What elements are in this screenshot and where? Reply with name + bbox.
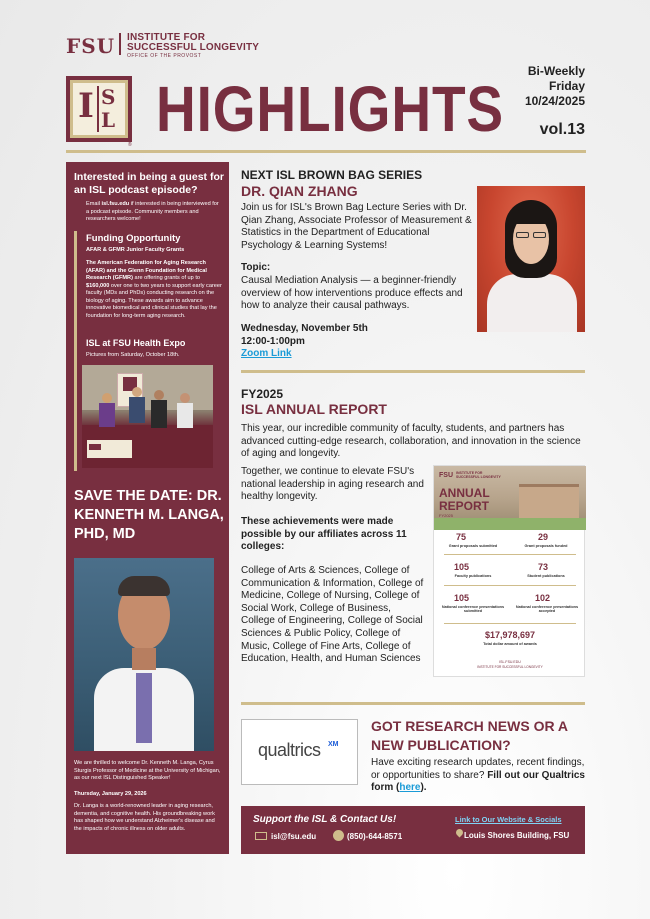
cover-report: REPORT <box>439 499 490 513</box>
brown-bag-time: 12:00-1:00pm <box>241 336 305 347</box>
stat-value: 102 <box>535 593 551 603</box>
isl-logo-i: I <box>78 86 94 126</box>
funding-text: The American Federation for Aging Research (AFAR) and the Glenn Foundation for Medical Research (GFMR) are offering grants of up to $160,000 over one to two years to support early career faculty (MDs and PhDs) conducting research on the biology of aging. These awards aim to advance innovative biomedical and clinical studies that lay the foundation for long-term aging research. <box>86 260 222 319</box>
stat-value: 73 <box>538 562 549 572</box>
footer-phone[interactable]: (850)-644-8571 <box>347 832 403 841</box>
podcast-text: Email isl.fsu.edu if interested in being interviewed for a podcast episode. Community members and researchers welcome! <box>86 201 219 223</box>
newsletter-title: HIGHLIGHTS <box>156 73 505 145</box>
total-awards-value: $17,978,697 <box>484 630 536 640</box>
stat-label: National conference presentations accepted <box>515 605 579 613</box>
brown-bag-heading: NEXT ISL BROWN BAG SERIES <box>241 168 423 182</box>
cover-footer-url: ISL.FSU.EDU <box>499 660 521 664</box>
cover-annual: ANNUAL <box>439 486 490 500</box>
affiliates-statement: These achievements were made possible by our affiliates across 11 colleges: <box>241 516 407 553</box>
langa-bio: Dr. Langa is a world-renowned leader in aging research, dementia, and cognitive health. His groundbreaking work has shaped how we understand Alzheimer's disease and the impacts of chronic illness on older adults. <box>74 803 215 832</box>
footer-support-title: Support the ISL & Contact Us! <box>253 814 397 825</box>
website-socials-link[interactable]: Link to Our Website & Socials <box>455 815 562 824</box>
zoom-link[interactable]: Zoom Link <box>241 348 292 359</box>
registered-mark: ® <box>128 142 132 148</box>
stat-value: 75 <box>456 532 467 542</box>
annual-report-year: FY2025 <box>241 387 284 401</box>
issue-date: 10/24/2025 <box>524 94 585 108</box>
footer-email[interactable]: isl@fsu.edu <box>271 832 317 841</box>
stat-label: Student publications <box>527 574 565 578</box>
section-rule-1 <box>241 370 585 373</box>
topic-label: Topic: <box>241 262 271 273</box>
expo-subtitle: Pictures from Saturday, October 18th. <box>86 352 180 358</box>
qualtrics-logo: qualtrics <box>258 740 321 760</box>
volume-number: vol.13 <box>539 121 585 138</box>
cover-footer-name: INSTITUTE FOR SUCCESSFUL LONGEVITY <box>477 665 543 669</box>
langa-photo <box>74 558 214 751</box>
qualtrics-xm: XM <box>328 741 339 748</box>
institute-subtitle: OFFICE OF THE PROVOST <box>127 53 202 59</box>
cover-fsu: FSU <box>439 472 453 479</box>
fsu-logo: FSU <box>66 34 116 58</box>
stat-label: Faculty publications <box>454 574 492 578</box>
stat-label: Grant proposals submitted <box>448 544 498 548</box>
news-text: Have exciting research updates, recent findings, or opportunities to share? Fill out our Qualtrics form (here). <box>371 757 585 794</box>
brown-bag-speaker: DR. QIAN ZHANG <box>241 183 358 199</box>
annual-report-title: ISL ANNUAL REPORT <box>241 401 387 417</box>
annual-report-cover <box>433 465 585 677</box>
expo-photo <box>82 365 213 468</box>
stat-value: 105 <box>454 562 470 572</box>
cover-year: FY2025 <box>439 513 454 518</box>
langa-date: Thursday, January 29, 2026 <box>74 791 147 797</box>
save-the-date-title: SAVE THE DATE: DR. KENNETH M. LANGA, PHD, MD <box>74 488 224 542</box>
institute-name-line2: SUCCESSFUL LONGEVITY <box>127 42 260 53</box>
langa-intro: We are thrilled to welcome Dr. Kenneth M. Langa, Cyrus Sturgis Professor of Medicine at the University of Michigan, as our next ISL Distinguished Speaker! <box>74 760 221 782</box>
news-title: GOT RESEARCH NEWS OR A NEW PUBLICATION? <box>371 718 568 753</box>
expo-title: ISL at FSU Health Expo <box>86 338 186 348</box>
total-awards-label: Total dollar amount of awards <box>483 642 537 646</box>
cover-inst1: INSTITUTE FOR <box>456 471 483 475</box>
stat-value: 105 <box>454 593 470 603</box>
institute-name-line1: INSTITUTE FOR <box>127 32 206 43</box>
stat-value: 29 <box>538 532 549 542</box>
logo-divider <box>119 33 121 55</box>
stat-label: National conference presentations submitted <box>441 605 505 613</box>
mail-icon <box>255 832 267 840</box>
section-rule-2 <box>241 702 585 705</box>
colleges-list: College of Arts & Sciences, College of Communication & Information, College of Medicine, College of Nursing, College of Social Work, College of Business, College of Engineering, College of Social Sciences & Public Policy, College of Music, College of Fine Arts, College of Education, Health, and Human Sciences <box>241 565 424 665</box>
header-rule <box>66 150 586 153</box>
brown-bag-date: Wednesday, November 5th <box>241 323 368 334</box>
footer-address: Louis Shores Building, FSU <box>464 831 570 840</box>
stat-label: Grant proposals funded <box>524 544 568 548</box>
funding-title: Funding Opportunity <box>86 233 181 244</box>
podcast-email[interactable]: isl.fsu.edu <box>101 201 130 207</box>
isl-logo-bar <box>97 86 99 132</box>
zhang-photo <box>477 186 585 332</box>
isl-logo-s: S <box>101 85 116 109</box>
annual-report-text2: Together, we continue to elevate FSU's national leadership in aging research and healthy longevity. <box>241 466 424 503</box>
podcast-title: Interested in being a guest for an ISL podcast episode? <box>74 171 224 196</box>
topic-text: Causal Mediation Analysis — a beginner-friendly overview of how interventions produce effects and how to analyze their causal pathways. <box>241 275 463 312</box>
brown-bag-intro: Join us for ISL's Brown Bag Lecture Series with Dr. Qian Zhang, Associate Professor of Measurement & Statistics in the Department of Educational Psychology & Learning Systems! <box>241 202 472 251</box>
annual-report-text: This year, our incredible community of faculty, students, and partners has advanced cutting-edge research, collaboration, and innovation in the science of aging and longevity. <box>241 423 581 460</box>
frequency: Bi-Weekly <box>527 64 585 78</box>
issue-weekday: Friday <box>548 79 585 93</box>
sidebar-gold-line <box>74 231 77 471</box>
phone-icon <box>333 830 344 841</box>
funding-subtitle: AFAR & GFMR Junior Faculty Grants <box>86 247 185 253</box>
cover-inst2: SUCCESSFUL LONGEVITY <box>456 475 501 479</box>
isl-logo-l: L <box>101 108 116 132</box>
qualtrics-form-link[interactable]: here <box>399 782 421 794</box>
